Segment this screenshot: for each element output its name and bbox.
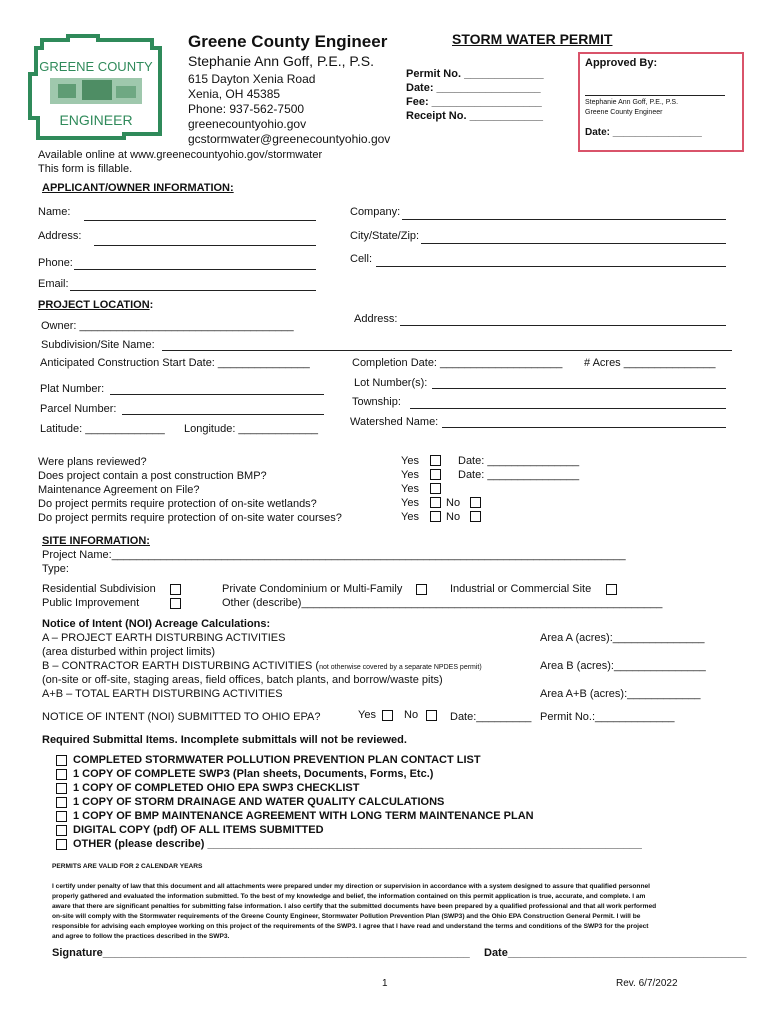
plat-number-label: Plat Number: [40, 383, 105, 395]
name-label: Name: [38, 206, 71, 218]
yes-checkbox[interactable] [430, 455, 441, 466]
receipt-no[interactable]: Receipt No. ____________ [406, 110, 543, 122]
signature-date-field[interactable]: Date_______________________________________ [484, 947, 747, 959]
required-item-other[interactable]: OTHER (please describe) _______________________________________________________________________ [73, 838, 642, 850]
email-label: Email: [38, 278, 69, 290]
address-field[interactable] [94, 245, 316, 246]
yes-checkbox[interactable] [430, 483, 441, 494]
question-maintenance: Maintenance Agreement on File? [38, 484, 200, 496]
phone-label: Phone: [38, 257, 73, 269]
area-b-field[interactable]: Area B (acres):_______________ [540, 660, 706, 672]
no-label: No [446, 511, 461, 523]
applicant-heading: APPLICANT/OWNER INFORMATION: [42, 182, 234, 194]
industrial-checkbox[interactable] [606, 584, 617, 595]
required-item: 1 COPY OF STORM DRAINAGE AND WATER QUALITY CALCULATIONS [73, 796, 445, 808]
required-item-checkbox[interactable] [56, 755, 67, 766]
address-label: Address: [38, 230, 82, 242]
permit-fee[interactable]: Fee: __________________ [406, 96, 542, 108]
city-state-zip-label: City/State/Zip: [350, 230, 420, 242]
question-wetlands: Do project permits require protection of on-site wetlands? [38, 498, 317, 510]
approver-date[interactable]: Date: ________________ [585, 127, 702, 138]
revision-date: Rev. 6/7/2022 [616, 978, 678, 989]
greene-county-engineer-logo [28, 34, 164, 140]
yes-label: Yes [401, 511, 419, 523]
address-line-1: 615 Dayton Xenia Road [188, 72, 316, 86]
question-water-courses: Do project permits require protection of on-site water courses? [38, 512, 342, 524]
noi-date-field[interactable]: Date:_________ [450, 711, 532, 723]
required-item-checkbox[interactable] [56, 797, 67, 808]
completion-date-field[interactable]: Completion Date: ____________________ [352, 357, 563, 369]
noi-heading: Notice of Intent (NOI) Acreage Calculations: [42, 618, 271, 630]
post-bmp-date[interactable]: Date: _______________ [458, 469, 580, 481]
phone-field[interactable] [74, 269, 316, 270]
signature-field[interactable]: Signature____________________________________________________________ [52, 947, 470, 959]
required-item-checkbox[interactable] [56, 839, 67, 850]
residential-checkbox[interactable] [170, 584, 181, 595]
township-field[interactable] [410, 408, 726, 409]
approver-name: Stephanie Ann Goff, P.E., P.S. [585, 99, 679, 106]
noi-yes-label: Yes [358, 709, 376, 721]
lot-number-label: Lot Number(s): [354, 377, 428, 389]
logo-text-bottom: ENGINEER [59, 112, 133, 128]
yes-checkbox[interactable] [430, 469, 441, 480]
email-field[interactable] [70, 290, 316, 291]
latitude-field[interactable]: Latitude: _____________ [40, 423, 165, 435]
certification-line: and agree to follow the practices described in the SWP3. [52, 933, 230, 940]
parcel-number-field[interactable] [122, 414, 324, 415]
certification-line: I certify under penalty of law that this document and all attachments were prepared under my direction or supervision in accordance with a system designed to assure that qualified personnel [52, 883, 650, 890]
parcel-number-label: Parcel Number: [40, 403, 117, 415]
industrial-label: Industrial or Commercial Site [450, 583, 592, 595]
required-item-checkbox[interactable] [56, 825, 67, 836]
type-label: Type: [42, 563, 69, 575]
subdivision-field[interactable] [162, 350, 732, 351]
required-item: COMPLETED STORMWATER POLLUTION PREVENTION PLAN CONTACT LIST [73, 754, 481, 766]
watershed-label: Watershed Name: [350, 416, 439, 428]
phone: Phone: 937-562-7500 [188, 102, 305, 116]
yes-label: Yes [401, 469, 419, 481]
company-field[interactable] [402, 219, 726, 220]
required-item: DIGITAL COPY (pdf) OF ALL ITEMS SUBMITTED [73, 824, 324, 836]
page-number: 1 [382, 978, 388, 989]
engineer-name: Stephanie Ann Goff, P.E., P.S. [188, 53, 375, 69]
subdivision-label: Subdivision/Site Name: [41, 339, 155, 351]
condo-label: Private Condominium or Multi-Family [222, 583, 403, 595]
area-b-subtext: (on-site or off-site, staging areas, field offices, batch plants, and borrow/waste pits) [42, 674, 443, 686]
longitude-field[interactable]: Longitude: _____________ [184, 423, 318, 435]
required-item-checkbox[interactable] [56, 769, 67, 780]
area-a-description: A – PROJECT EARTH DISTURBING ACTIVITIES [42, 632, 286, 644]
required-item: 1 COPY OF COMPLETE SWP3 (Plan sheets, Documents, Forms, Etc.) [73, 768, 434, 780]
logo-text-top: GREENE COUNTY [39, 59, 153, 74]
permit-title: STORM WATER PERMIT [452, 31, 613, 47]
company-label: Company: [350, 206, 401, 218]
cell-field[interactable] [376, 266, 726, 267]
residential-subdivision-label: Residential Subdivision [42, 583, 156, 595]
city-state-zip-field[interactable] [421, 243, 726, 244]
certification-line: responsible for advising each employee working on this project of the requirements of the SWP3. I agree that I have read and understand the terms and conditions of the SWP3 for the project [52, 923, 649, 930]
noi-submitted-question: NOTICE OF INTENT (NOI) SUBMITTED TO OHIO EPA? [42, 711, 321, 723]
approver-org: Greene County Engineer [585, 109, 663, 116]
certification-line: on-site will comply with the Stormwater requirements of the Greene County Engineer, Stormwater Pollution Prevention Plan (SWP3) and the Ohio EPA Construction General Permit. I will be [52, 913, 641, 920]
yes-label: Yes [401, 483, 419, 495]
approved-by-label: Approved By: [585, 57, 658, 69]
no-checkbox[interactable] [470, 511, 481, 522]
yes-label: Yes [401, 455, 419, 467]
permits-valid-note: PERMITS ARE VALID FOR 2 CALENDAR YEARS [52, 863, 203, 870]
cell-label: Cell: [350, 253, 373, 265]
noi-yes-checkbox[interactable] [382, 710, 393, 721]
required-heading: Required Submittal Items. Incomplete submittals will not be reviewed. [42, 734, 407, 746]
area-ab-description: A+B – TOTAL EARTH DISTURBING ACTIVITIES [42, 688, 283, 700]
public-improvement-checkbox[interactable] [170, 598, 181, 609]
name-field[interactable] [84, 220, 316, 221]
township-label: Township: [352, 396, 401, 408]
public-improvement-label: Public Improvement [42, 597, 140, 609]
area-a-subtext: (area disturbed within project limits) [42, 646, 216, 658]
site-heading: SITE INFORMATION: [42, 535, 150, 547]
email: gcstormwater@greenecountyohio.gov [188, 132, 391, 146]
yes-label: Yes [401, 497, 419, 509]
org-title: Greene County Engineer [188, 32, 388, 51]
required-item-checkbox[interactable] [56, 783, 67, 794]
project-address-field[interactable] [400, 325, 726, 326]
no-checkbox[interactable] [470, 497, 481, 508]
condo-checkbox[interactable] [416, 584, 427, 595]
area-a-field[interactable]: Area A (acres):_______________ [540, 632, 705, 644]
project-name-field[interactable]: Project Name:____________________________________________________________________________________ [42, 549, 626, 561]
noi-permit-no-field[interactable]: Permit No.:_____________ [540, 711, 675, 723]
required-item-checkbox[interactable] [56, 811, 67, 822]
owner-field[interactable]: Owner: ___________________________________ [41, 320, 294, 332]
question-post-bmp: Does project contain a post construction BMP? [38, 470, 267, 482]
noi-no-label: No [404, 709, 419, 721]
approval-signature-line[interactable] [585, 95, 725, 96]
question-plans-reviewed: Were plans reviewed? [38, 456, 147, 468]
required-item: 1 COPY OF COMPLETED OHIO EPA SWP3 CHECKLIST [73, 782, 360, 794]
plans-reviewed-date[interactable]: Date: _______________ [458, 455, 580, 467]
location-heading: PROJECT LOCATION: [38, 299, 154, 311]
project-address-label: Address: [354, 313, 398, 325]
certification-line: properly gathered and evaluated the information submitted. To the best of my knowledge and belief, the information contained on this permit application is true, accurate, and complete. I am [52, 893, 646, 900]
watershed-field[interactable] [442, 427, 726, 428]
area-b-description: B – CONTRACTOR EARTH DISTURBING ACTIVITIES (not otherwise covered by a separate NPDES permit) [42, 660, 482, 672]
other-describe-field[interactable]: Other (describe)___________________________________________________________ [222, 597, 663, 609]
address-line-2: Xenia, OH 45385 [188, 87, 281, 101]
required-item: 1 COPY OF BMP MAINTENANCE AGREEMENT WITH LONG TERM MAINTENANCE PLAN [73, 810, 534, 822]
yes-checkbox[interactable] [430, 497, 441, 508]
website: greenecountyohio.gov [188, 117, 307, 131]
area-ab-field[interactable]: Area A+B (acres):____________ [540, 688, 701, 700]
no-label: No [446, 497, 461, 509]
lot-number-field[interactable] [432, 388, 726, 389]
acres-field[interactable]: # Acres _______________ [584, 357, 716, 369]
certification-line: aware that there are significant penalties for submitting false information. I also certify that the submitted documents have been prepared by a qualified professional and that all work performed [52, 903, 657, 910]
online-note: Available online at www.greenecountyohio.gov/stormwater [38, 149, 323, 161]
fillable-note: This form is fillable. [38, 163, 133, 175]
start-date-field[interactable]: Anticipated Construction Start Date: _______________ [40, 357, 310, 369]
yes-checkbox[interactable] [430, 511, 441, 522]
noi-no-checkbox[interactable] [426, 710, 437, 721]
permit-date[interactable]: Date: _________________ [406, 82, 541, 94]
plat-number-field[interactable] [110, 394, 324, 395]
permit-no[interactable]: Permit No. _____________ [406, 68, 544, 80]
